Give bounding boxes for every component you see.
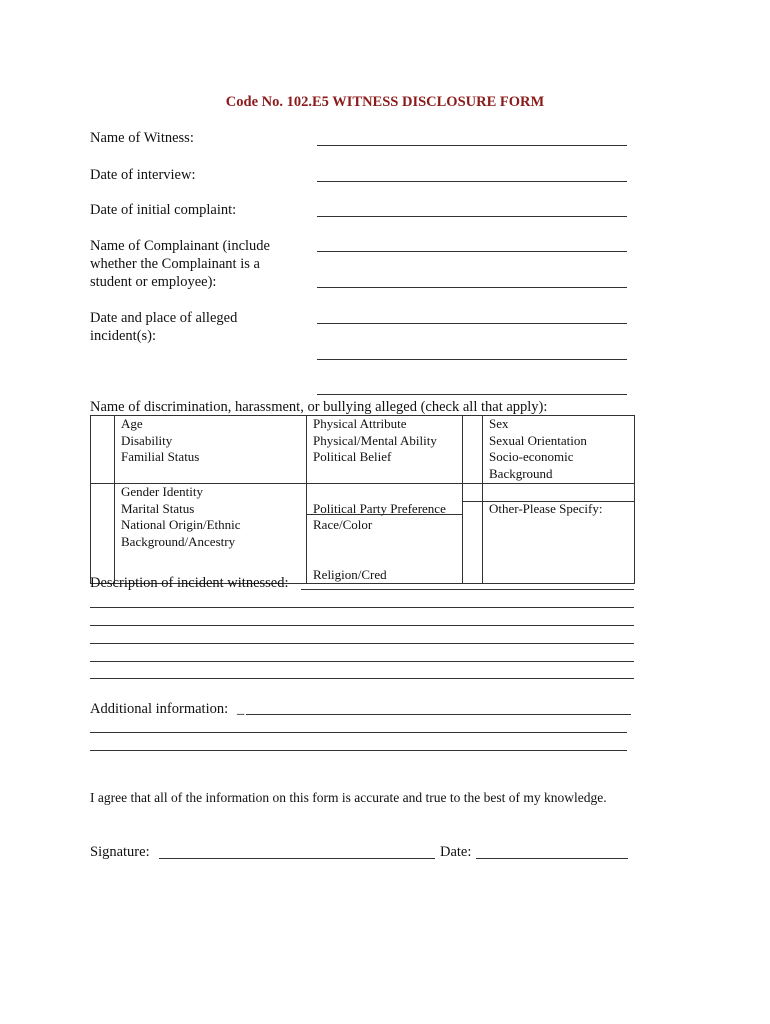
description-label: Description of incident witnessed:	[90, 575, 289, 591]
description-field-line1[interactable]	[301, 589, 634, 590]
additional-info-field-line1[interactable]	[246, 714, 631, 715]
category-list-group1-col1: Age Disability Familial Status	[115, 416, 307, 484]
checkbox-group1-col3[interactable]	[463, 416, 483, 484]
category-item-other	[483, 484, 635, 584]
category-list-group2-col1: Gender Identity Marital Status National Origin/Ethnic Background/Ancestry	[115, 484, 307, 584]
category-item-religion: Religion/Cred	[313, 566, 387, 582]
category-list-group2-col2-top: Political Party Preference Race/Color	[313, 500, 446, 532]
category-row	[91, 484, 635, 584]
row-divider	[463, 501, 482, 502]
initial-complaint-date-label: Date of initial complaint:	[90, 202, 237, 218]
description-field-line5[interactable]	[90, 661, 634, 662]
incident-date-place-field-line1[interactable]	[317, 323, 627, 324]
description-field-line4[interactable]	[90, 643, 634, 644]
category-list-group1-col2: Physical Attribute Physical/Mental Ability Political Belief	[307, 416, 463, 484]
incident-date-place-field-line2[interactable]	[317, 359, 627, 360]
category-row	[91, 416, 635, 484]
row-divider	[307, 514, 462, 515]
date-label: Date:	[440, 844, 472, 860]
checkbox-group1-col1[interactable]	[91, 416, 115, 484]
interview-date-field[interactable]	[317, 181, 627, 182]
witness-name-label: Name of Witness:	[90, 130, 194, 146]
description-field-line6[interactable]	[90, 678, 634, 679]
additional-info-mark: _	[237, 701, 245, 717]
form-title: Code No. 102.E5 WITNESS DISCLOSURE FORM	[225, 94, 545, 110]
incident-date-place-label: Date and place of alleged incident(s):	[90, 310, 238, 344]
description-field-line3[interactable]	[90, 625, 634, 626]
category-list-group2-col2	[307, 484, 463, 584]
checkbox-group2-col1[interactable]	[91, 484, 115, 584]
interview-date-label: Date of interview:	[90, 167, 196, 183]
category-list-group1-col3: Sex Sexual Orientation Socio-economic Background	[483, 416, 635, 484]
checkbox-group2-col3[interactable]	[463, 484, 483, 584]
complainant-name-field-line2[interactable]	[317, 287, 627, 288]
initial-complaint-date-field[interactable]	[317, 216, 627, 217]
incident-date-place-field-line3[interactable]	[317, 394, 627, 395]
complainant-name-label: Name of Complainant (include whether the Complainant is a student or employee):	[90, 238, 270, 290]
category-checklist-table	[90, 415, 635, 584]
description-field-line2[interactable]	[90, 607, 634, 608]
category-heading: Name of discrimination, harassment, or bullying alleged (check all that apply):	[90, 399, 548, 415]
category-item-other-label: Other-Please Specify:	[489, 500, 603, 516]
signature-label: Signature:	[90, 844, 150, 860]
signature-field[interactable]	[159, 858, 435, 859]
complainant-name-field-line1[interactable]	[317, 251, 627, 252]
witness-name-field[interactable]	[317, 145, 627, 146]
additional-info-field-line3[interactable]	[90, 750, 627, 751]
additional-info-label: Additional information:	[90, 701, 229, 717]
row-divider	[483, 501, 634, 502]
agreement-statement: I agree that all of the information on this form is accurate and true to the best of my knowledge.	[90, 790, 607, 805]
additional-info-field-line2[interactable]	[90, 732, 627, 733]
date-field[interactable]	[476, 858, 628, 859]
